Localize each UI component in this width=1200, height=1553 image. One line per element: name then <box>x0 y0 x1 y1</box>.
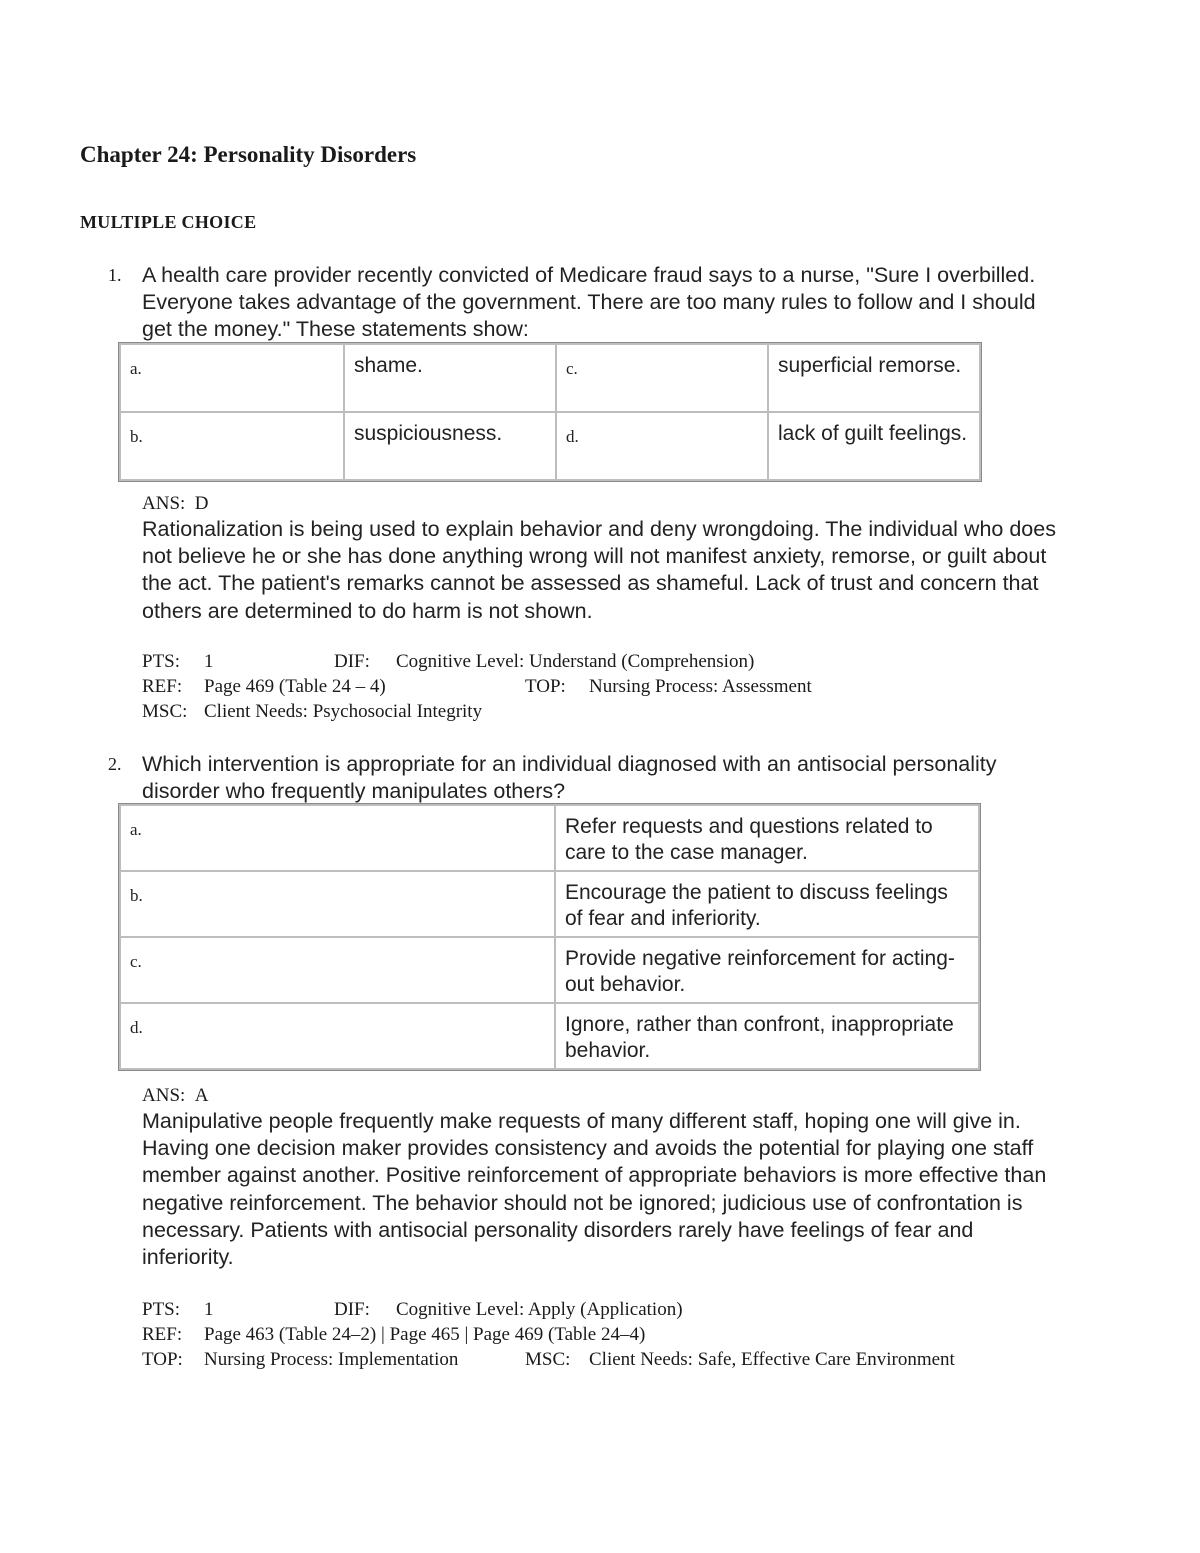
choice-text: shame. <box>345 345 555 411</box>
top-value: Nursing Process: Implementation <box>204 1349 459 1370</box>
answer-label: ANS: <box>142 1085 186 1106</box>
top-label: TOP: <box>525 676 566 697</box>
meta-row <box>142 1297 1062 1322</box>
choice-letter: a. <box>121 345 343 411</box>
choice-row <box>121 806 978 870</box>
meta-row <box>142 674 1062 699</box>
choice-row <box>121 413 979 479</box>
top-label: TOP: <box>142 1349 183 1370</box>
msc-value: Client Needs: Safe, Effective Care Environment <box>589 1349 955 1370</box>
answer-rationale: Manipulative people frequently make requests of many different staff, hoping one will give in. Having one decision maker provides consistency and avoids the potential for playing one staff member against another. Positive reinforcement of appropriate behaviors is more effective than negative reinforcement. The behavior should not be ignored; judicious use of confrontation is necessary. Patients with antisocial personality disorders rarely have feelings of fear and inferiority. <box>142 1109 1047 1270</box>
choice-row <box>121 938 978 1002</box>
question-number: 1. <box>108 265 122 285</box>
choice-row <box>121 872 978 936</box>
choice-text: Provide negative reinforcement for acting-out behavior. <box>556 938 978 1002</box>
choice-text: Refer requests and questions related to care to the case manager. <box>556 806 978 870</box>
choice-row <box>121 345 979 411</box>
choice-text: Ignore, rather than confront, inappropriate behavior. <box>556 1004 978 1068</box>
ref-value: Page 469 (Table 24 – 4) <box>204 676 386 697</box>
choice-text: lack of guilt feelings. <box>769 413 979 479</box>
choice-letter: b. <box>121 872 554 936</box>
answer-block <box>142 492 1062 625</box>
pts-label: PTS: <box>142 1299 181 1320</box>
section-heading: MULTIPLE CHOICE <box>80 212 257 232</box>
answer-line <box>142 1084 1062 1108</box>
choice-text: suspiciousness. <box>345 413 555 479</box>
meta-row <box>142 649 1062 674</box>
question-metadata <box>142 649 1062 724</box>
choice-letter: c. <box>557 345 767 411</box>
dif-value: Cognitive Level: Apply (Application) <box>396 1299 683 1320</box>
answer-choices-table <box>118 803 981 1071</box>
choice-letter: c. <box>121 938 554 1002</box>
question-number: 2. <box>108 754 122 774</box>
choice-letter: d. <box>121 1004 554 1068</box>
pts-value: 1 <box>204 651 214 672</box>
answer-line <box>142 492 1062 516</box>
pts-label: PTS: <box>142 651 181 672</box>
chapter-title: Chapter 24: Personality Disorders <box>80 142 417 167</box>
answer-label: ANS: <box>142 493 186 514</box>
dif-label: DIF: <box>334 651 370 672</box>
answer-value: A <box>194 1085 209 1106</box>
answer-rationale: Rationalization is being used to explain behavior and deny wrongdoing. The individual who does not believe he or she has done anything wrong will not manifest anxiety, remorse, or guilt about the act. The patient's remarks cannot be assessed as shameful. Lack of trust and concern that others are determined to do harm is not shown. <box>142 517 1056 623</box>
dif-label: DIF: <box>334 1299 370 1320</box>
meta-row <box>142 699 1062 724</box>
pts-value: 1 <box>204 1299 214 1320</box>
ref-label: REF: <box>142 676 183 697</box>
question-metadata <box>142 1297 1062 1372</box>
top-value: Nursing Process: Assessment <box>589 676 812 697</box>
msc-label: MSC: <box>142 701 188 722</box>
ref-value: Page 463 (Table 24–2) | Page 465 | Page 469 (Table 24–4) <box>204 1324 646 1345</box>
answer-choices-table <box>118 342 982 482</box>
choice-letter: a. <box>121 806 554 870</box>
meta-row <box>142 1322 1062 1347</box>
answer-value: D <box>194 493 209 514</box>
choice-letter: b. <box>121 413 343 479</box>
ref-label: REF: <box>142 1324 183 1345</box>
choice-row <box>121 1004 978 1068</box>
msc-value: Client Needs: Psychosocial Integrity <box>204 701 483 722</box>
choice-text: Encourage the patient to discuss feelings of fear and inferiority. <box>556 872 978 936</box>
choice-text: superficial remorse. <box>769 345 979 411</box>
dif-value: Cognitive Level: Understand (Comprehension) <box>396 651 755 672</box>
meta-row <box>142 1347 1062 1372</box>
answer-block <box>142 1084 1062 1271</box>
choice-letter: d. <box>557 413 767 479</box>
question-stem: A health care provider recently convicted of Medicare fraud says to a nurse, "Sure I overbilled. Everyone takes advantage of the government. There are too many rules to follow and I should get the money." These statements show: <box>142 263 1036 341</box>
msc-label: MSC: <box>525 1349 571 1370</box>
question-stem: Which intervention is appropriate for an individual diagnosed with an antisocial personality disorder who frequently manipulates others? <box>142 752 997 803</box>
